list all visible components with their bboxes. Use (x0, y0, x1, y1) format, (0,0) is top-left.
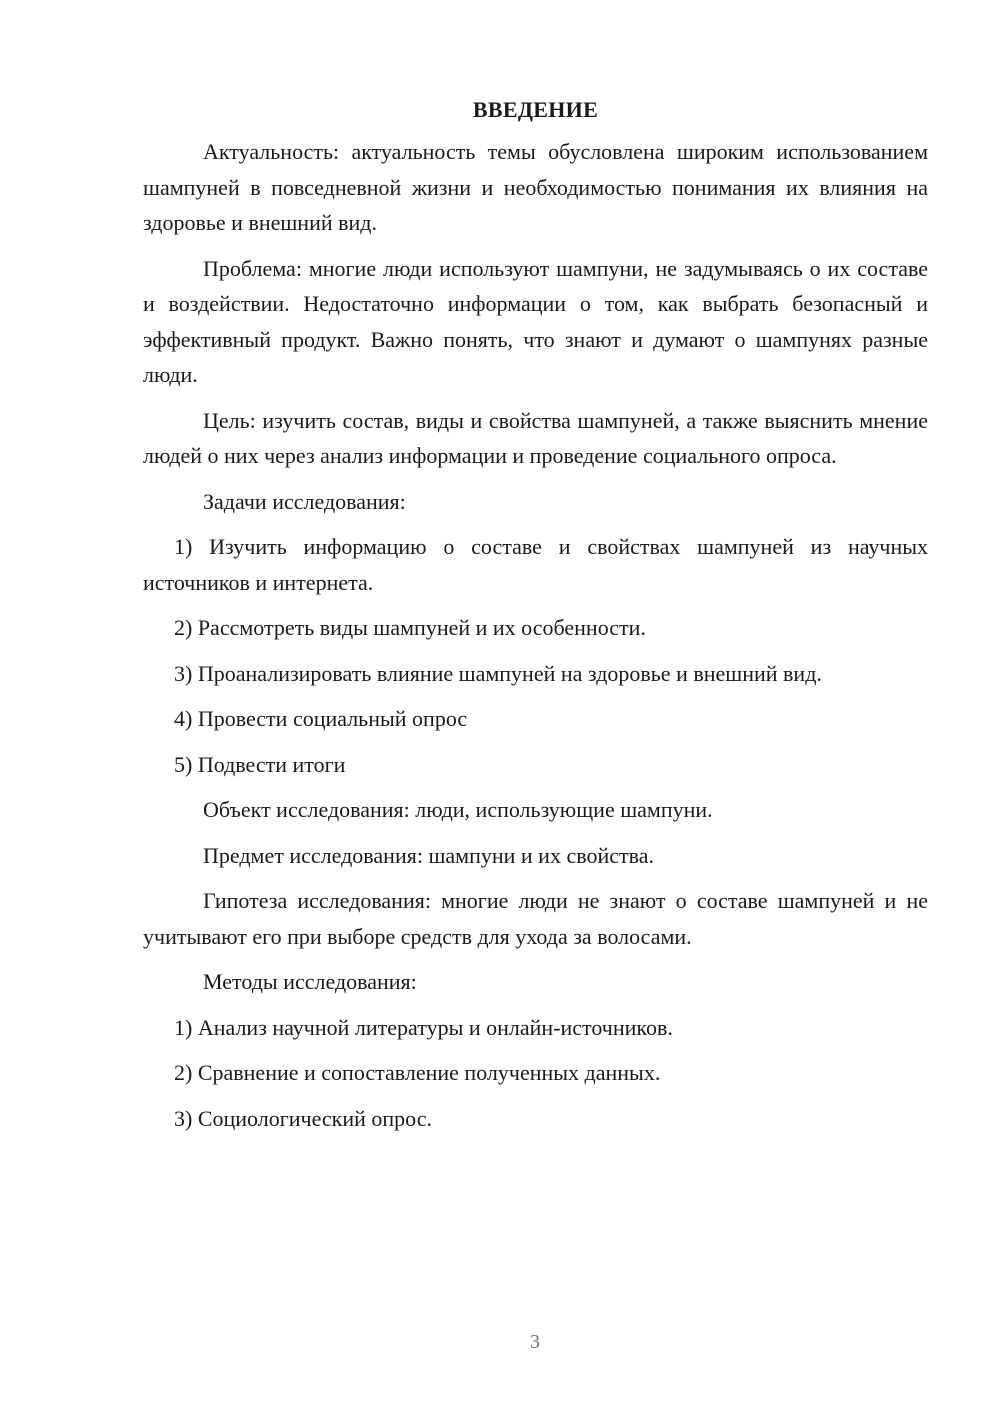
task-item: 3) Проанализировать влияние шампуней на здоровье и внешний вид. (174, 660, 822, 686)
task-item: 1) Изучить информацию о составе и свойствах шампуней из научных источников и интернета. (143, 534, 928, 595)
methods-heading: Методы исследования: (203, 969, 417, 994)
document-page (143, 92, 928, 1146)
subject-paragraph: Предмет исследования: шампуни и их свойства. (203, 842, 654, 868)
method-item: 3) Социологический опрос. (174, 1105, 432, 1131)
object-paragraph: Объект исследования: люди, использующие шампуни. (203, 797, 713, 822)
hypothesis-paragraph: Гипотеза исследования: многие люди не знают о составе шампуней и не учитывают его при выборе средств для ухода за волосами. (143, 888, 928, 949)
page-number: 3 (530, 1331, 540, 1353)
tasks-heading: Задачи исследования: (203, 488, 406, 514)
method-item: 2) Сравнение и сопоставление полученных данных. (174, 1060, 661, 1085)
problem-paragraph: Проблема: многие люди используют шампуни, не задумываясь о их составе и воздействии. Недостаточно информации о том, как выбрать безопасный и эффективный продукт. Важно понять, что знают и думают о шампунях разные люди. (143, 255, 928, 387)
task-item: 5) Подвести итоги (174, 751, 346, 777)
task-item: 4) Провести социальный опрос (174, 706, 468, 731)
goal-paragraph: Цель: изучить состав, виды и свойства шампуней, а также выяснить мнение людей о них через анализ информации и проведение социального опроса. (143, 407, 928, 468)
relevance-paragraph: Актуальность: актуальность темы обусловлена широким использованием шампуней в повседневной жизни и необходимостью понимания их влияния на здоровье и внешний вид. (143, 139, 928, 235)
section-title: ВВЕДЕНИЕ (472, 97, 599, 122)
method-item: 1) Анализ научной литературы и онлайн-источников. (174, 1014, 673, 1040)
task-item: 2) Рассмотреть виды шампуней и их особенности. (174, 615, 646, 640)
